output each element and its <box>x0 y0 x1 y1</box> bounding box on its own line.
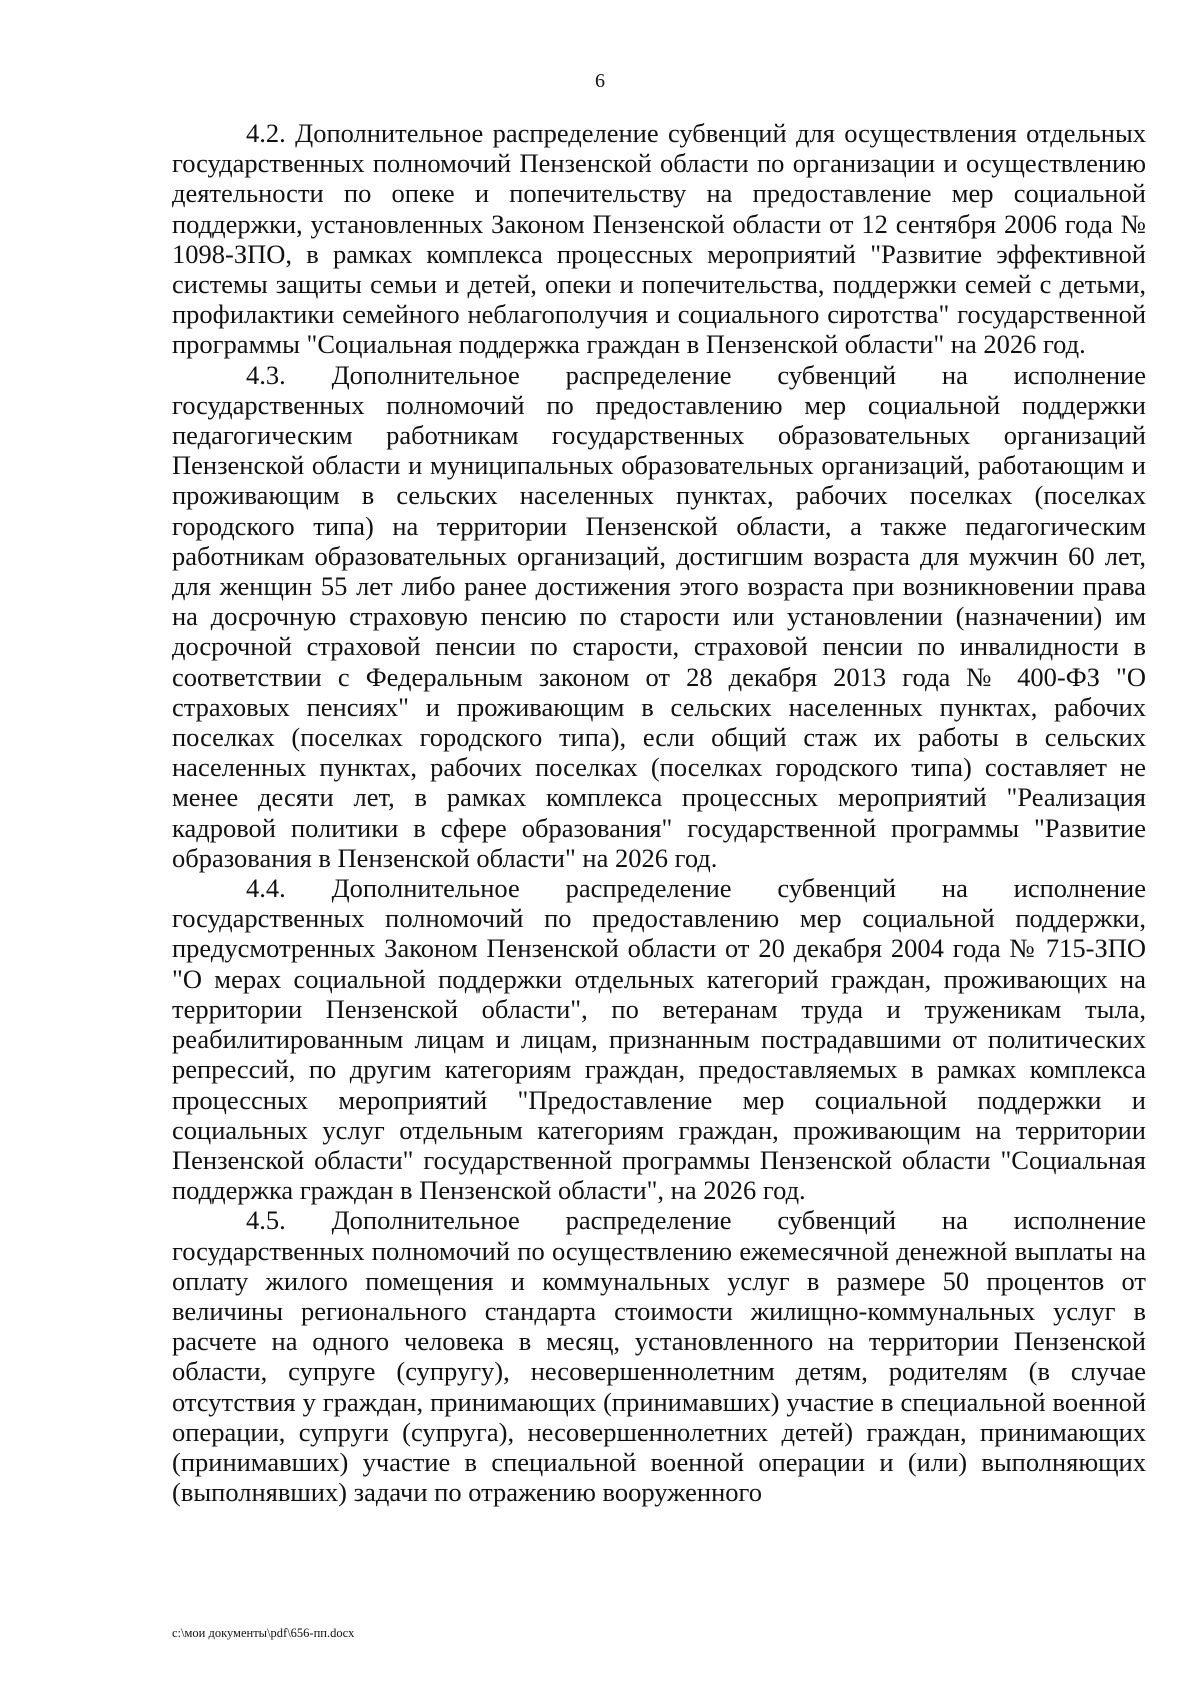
paragraph-4-5: 4.5. Дополнительное распределение субвенций на исполнение государственных полномочий по осуществлению ежемесячной денежной выплаты на оплату жилого помещения и коммунальных услуг в размере 50 процентов от величины регионального стандарта стоимости жилищно-коммунальных услуг в расчете на одного человека в месяц, установленного на территории Пензенской области, супруге (супругу), несовершеннолетним детям, родителям (в случае отсутствия у граждан, принимающих (принимавших) участие в специальной военной операции, супруги (супруга), несовершеннолетних детей) граждан, принимающих (принимавших) участие в специальной военной операции и (или) выполняющих (выполнявших) задачи по отражению вооруженного <box>172 1205 1146 1508</box>
page-number: 6 <box>595 70 605 92</box>
paragraph-4-2: 4.2. Дополнительное распределение субвенций для осуществления отдельных государственных полномочий Пензенской области по организации и осуществлению деятельности по опеке и попечительству на предоставление мер социальной поддержки, установленных Законом Пензенской области от 12 сентября 2006 года № 1098-ЗПО, в рамках комплекса процессных мероприятий "Развитие эффективной системы защиты семьи и детей, опеки и попечительства, поддержки семей с детьми, профилактики семейного неблагополучия и социального сиротства" государственной программы "Социальная поддержка граждан в Пензенской области" на 2026 год. <box>172 118 1146 360</box>
document-body <box>172 118 1146 1507</box>
paragraph-4-4: 4.4. Дополнительное распределение субвенций на исполнение государственных полномочий по предоставлению мер социальной поддержки, предусмотренных Законом Пензенской области от 20 декабря 2004 года № 715-ЗПО "О мерах социальной поддержки отдельных категорий граждан, проживающих на территории Пензенской области", по ветеранам труда и труженикам тыла, реабилитированным лицам и лицам, признанным пострадавшими от политических репрессий, по другим категориям граждан, предоставляемых в рамках комплекса процессных мероприятий "Предоставление мер социальной поддержки и социальных услуг отдельным категориям граждан, проживающим на территории Пензенской области" государственной программы Пензенской области "Социальная поддержка граждан в Пензенской области", на 2026 год. <box>172 873 1146 1206</box>
file-path-footer: c:\мои документы\pdf\656-пп.docx <box>172 1626 355 1640</box>
paragraph-4-3: 4.3. Дополнительное распределение субвенций на исполнение государственных полномочий по предоставлению мер социальной поддержки педагогическим работникам государственных образовательных организаций Пензенской области и муниципальных образовательных организаций, работающим и проживающим в сельских населенных пунктах, рабочих поселках (поселках городского типа) на территории Пензенской области, а также педагогическим работникам образовательных организаций, достигшим возраста для мужчин 60 лет, для женщин 55 лет либо ранее достижения этого возраста при возникновении права на досрочную страховую пенсию по старости или установлении (назначении) им досрочной страховой пенсии по старости, страховой пенсии по инвалидности в соответствии с Федеральным законом от 28 декабря 2013 года № 400-ФЗ "О страховых пенсиях" и проживающим в сельских населенных пунктах, рабочих поселках (поселках городского типа), если общий стаж их работы в сельских населенных пунктах, рабочих поселках (поселках городского типа) составляет не менее десяти лет, в рамках комплекса процессных мероприятий "Реализация кадровой политики в сфере образования" государственной программы "Развитие образования в Пензенской области" на 2026 год. <box>172 359 1146 873</box>
